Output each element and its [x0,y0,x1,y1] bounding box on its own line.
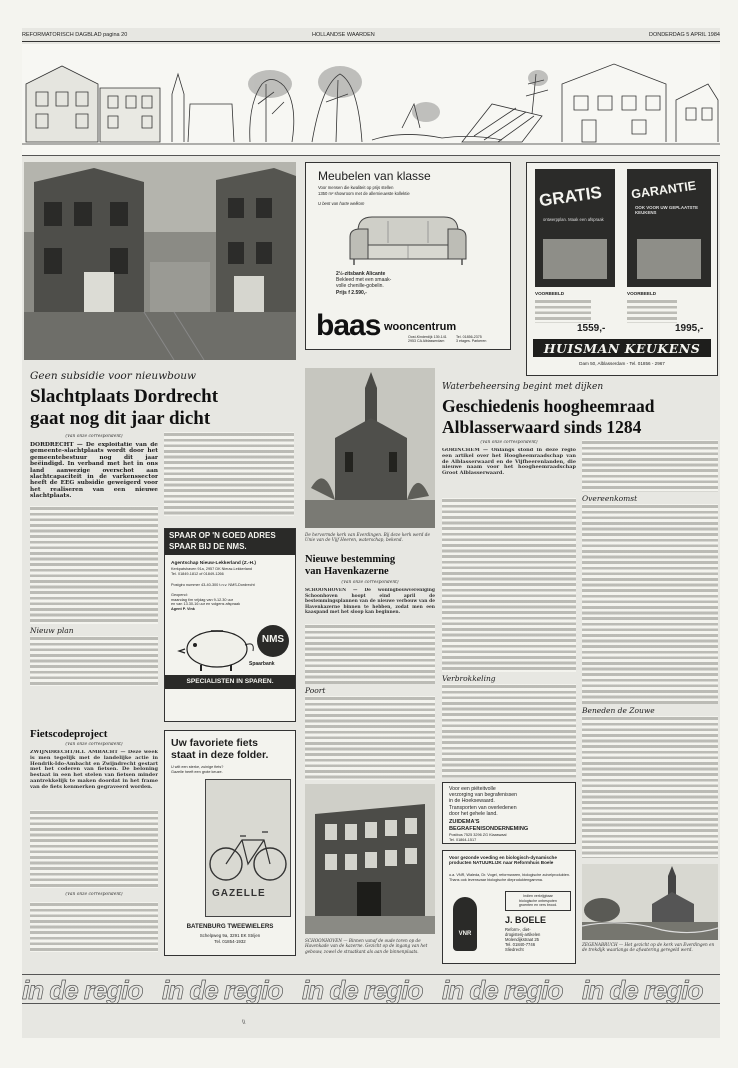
hoogheemraad-subhead-1: Verbrokkeling [442,674,496,683]
havenkazerne-lead: SCHOONHOVEN — De woningbouwvereniging Schoonhoven hoopt eind april de bestemmingsplannen van de nieuwe verbouw van de Havenkazerne binnen te hebben, zodat men een kaaspand met het sloop kan beginnen. [305,588,435,616]
kitchen-photo-2 [637,239,701,279]
meubelen-ad-line2: 1350 m² showroom met de allernieuwste kollektie [318,191,410,196]
meubelen-ad-title: Meubelen van klasse [318,169,431,183]
zuidema-brand-2: BEGRAFENISONDERNEMING [449,825,529,832]
footer-slogan-2: in de regio [162,975,283,1004]
slachtplaats-subhead: Nieuw plan [30,626,74,635]
meubelen-ad-invite: U bent van harte welkom [318,201,365,206]
hoogheemraad-lead: GORINCHEM — Onlangs stond in deze regio een artikel over het Hoogheemraadschap van de Alblasserwaard en de Vijfheerenlanden, die nieuwe naam voor het hoogheemraadschap Groot Alblasserwaard. [442,448,576,477]
boele-city: Sliedrecht [505,947,524,952]
hoogheemraad-subhead-2: Overeenkomst [582,494,638,503]
page-header [22,28,720,42]
batenburg-title-2: staat in deze folder. [171,749,269,761]
meubelen-offer-1: 2½-zitsbank Alicante [336,271,386,277]
spaar-street: Kerkpatshaven 91a, 2957 DK Nieuw-Lekkerland [171,567,253,571]
zuidema-addr-2: Tel. 01864-1517 [449,837,477,842]
meubelen-ad-line1: Voor mensen die kwaliteit op prijs stellen [318,185,394,190]
havenkazerne-headline-1: Nieuwe bestemming [305,554,396,565]
slachtplaats-byline: (Van onze correspondent) [65,434,123,439]
sketch-banner [22,44,720,156]
baas-logo: baas [316,309,381,342]
boele-badge-3: groenten en vers brood. [518,903,558,908]
huisman-brand-bar [533,339,711,357]
batenburg-address: Schelpweg 9a, 3291 EK Strijen [199,933,261,938]
havenkazerne-photo [305,784,435,934]
meubelen-offer-3: volle chenille-gobelin. [336,283,384,290]
slachtplaats-headline-1: Slachtplaats Dordrecht [30,386,219,407]
spaar-postal: Postgiro nummer 43-40-300 t.n.v. NMS-Dordrecht [171,583,255,587]
huisman-keukens-ad [526,162,718,376]
slachtplaats-kicker: Geen subsidie voor nieuwbouw [30,370,196,382]
boele-badge-1: Indien verkrijgbaar [523,894,553,898]
boele-street: Molendijkstraat 25 [505,937,539,942]
everdingen-photo [582,864,718,940]
zuidema-line-4: Transporten van overledenen [449,804,517,811]
nms-spaarbank-ad [164,528,296,722]
spaar-hours-2: maandag t/m vrijdag van 9-12.30 uur [171,597,234,602]
meubelen-offer-2: Bekleed met een smaak- [336,277,392,284]
boele-sub: o.a. VNR, Waleda, Dr. Vogel, reformwaren, biologische zuivelprodukten. Thans ook levensvaar biologische dieproduktengamma. [449,873,570,882]
fiets-lead: ZWIJNDRECHT/H.I. AMBACHT — Deze week is men tegelijk met de landelijke actie in Hendrik-Ido-Ambacht en Zwijndrecht gestart met het coderen van fietsen. De beloning bestaat in een het stelen van fietsen minder aantrekkelijk te maken doordat in het frame van de fiets kenmerken gegraveerd worden. [30,750,158,790]
zuidema-line-1: Voor een piëteitvolle [449,786,496,792]
meubelen-price: Prijs f 2.590,- [336,289,367,296]
slachtplaats-lead: DORDRECHT — De exploitatie van de gemeente-slachtplaats wordt door het gemeentebestuur nog dit jaar beëindigd. In verband met het in ons land aanwezige overschot aan slachtcapaciteit in de varkenssector heeft de EEG subsidie geweigerd voor het realiseren van een nieuwe slachtplaats. [30,442,158,500]
newspaper-page [22,28,720,1038]
huisman-price-2: 1995,- [675,323,704,334]
huisman-address: Dam 50, Alblasserdam - Tel. 01856 - 2967 [579,361,665,366]
hoogheemraad-headline-2: Alblasserwaard sinds 1284 [442,417,642,437]
baas-parking: 3 etages. Parkeren [456,339,487,344]
batenburg-ad [164,730,296,956]
gratis-text: GRATIS [537,182,603,211]
zuidema-ad [442,782,576,844]
fiets-headline: Fietscodeproject [30,728,108,740]
huisman-brand: HUISMAN KEUKENS [543,341,701,356]
zuidema-line-3: in de Hoeksewaard. [449,798,495,805]
voorbeeld-label-1: VOORBEELD [535,291,565,296]
sofa-illustration [348,211,468,267]
zuidema-line-5: door het gehele land. [449,810,498,817]
batenburg-intro: U wilt een sterke, zuinige fiets? Gazelle heeft een grote keuze. [171,765,224,774]
baas-address-3: Tel. 01856-2375 [456,335,482,339]
gratis-sub: ontwerpplan. Maak een afspraak [543,217,604,222]
footer-marks: \\ [242,1020,246,1026]
header-right: DONDERDAG 5 APRIL 1984 [648,32,720,38]
garantie-panel [627,169,711,287]
hoogheemraad-headline-1: Geschiedenis hoogheemraad [442,396,655,416]
spaar-agency: Agentschap Nieuw-Lekkerland (Z.-H.) [171,561,257,566]
meubelen-ad [305,162,511,350]
gratis-panel [535,169,615,287]
spaar-tel: Tel. 01849-1812 of 01849-1266 [171,571,224,576]
batenburg-tel: Tel. 01854-1932 [214,939,246,944]
zuidema-line-2: verzorging van begrafenissen [449,792,518,799]
footer-slogan-4: in de regio [442,975,563,1004]
everdingen-caption: ZEGENABRUCH — Het gezicht op de kerk van Everdingen en de trekdijk waarlangs de afwatering geregeld werd. [582,942,715,953]
zuidema-brand-1: ZUIDEMA'S [449,819,480,825]
havenkazerne-subhead: Poort [305,686,326,695]
kitchen-photo-1 [543,239,607,279]
batenburg-title-1: Uw favoriete fiets [171,737,258,749]
spaar-hours-3: en van 13.30-16 uur en volgens afspraak [171,602,241,607]
boele-brand: J. BOELE [505,915,547,925]
footer-slogan-3: in de regio [302,975,423,1004]
huisman-price-1: 1559,- [577,323,606,334]
spaar-agent: Agent P. Vink [171,606,195,611]
hoogheemraad-subhead-3: Beneden de Zouwe [582,706,655,715]
baas-logo-suffix: wooncentrum [384,321,457,333]
spaar-line-2: SPAAR BIJ DE NMS. [169,542,247,551]
spaar-banner [165,529,295,555]
boele-badge [505,891,571,911]
footer-slogan-5: in de regio [582,975,703,1004]
nms-logo [257,625,289,657]
spaar-slogan-bar [165,675,295,689]
spaar-line-1: SPAAR OP 'N GOED ADRES [169,531,276,540]
church-caption: De hervormde kerk van Everdingen. Bij deze kerk werd de Unie van de Vijf Heeren, waterschap, bekend. [305,532,430,543]
gazelle-logo: GAZELLE [212,888,266,899]
boele-ad [442,850,576,964]
fiets-byline-2: (Van onze correspondent) [65,892,123,897]
hoogheemraad-byline: (Van onze correspondent) [480,440,538,445]
baas-address-1: Oost-Kinderdijk 139-141 [408,335,447,339]
hoogheemraad-kicker: Waterbeheersing begint met dijken [442,382,604,392]
slaughterhouse-photo [24,162,296,360]
fiets-byline: (Van onze correspondent) [65,742,123,747]
boele-badge-2: biologische onbespoten [519,898,557,903]
spaar-slogan: SPECIALISTEN IN SPAREN. [186,678,274,685]
baas-address-2: 2953 CA Alblasserdam [408,339,445,344]
vnr-logo [453,897,477,951]
boele-desc-1: Reform-, diet- [505,927,531,932]
footer-slogan-band [22,974,720,1004]
church-photo [305,368,435,528]
boele-text: Voor gezonde voeding en biologisch-dynamische producten NATUURLIJK naar Reformhuis Boele [449,855,557,866]
landscape-sketch-illustration [22,44,720,156]
batenburg-brand: BATENBURG TWEEWIELERS [186,923,274,930]
nms-logo-sub: Spaarbank [249,661,275,667]
footer-slogan-1: in de regio [22,975,143,1004]
voorbeeld-label-2: VOORBEELD [627,291,657,296]
header-center: HOLLANDSE WAARDEN [312,32,375,38]
havenkazerne-caption: SCHOONHOVEN — Binnen vanaf de oude toren op de Havenkade van de kazerne. Gezicht op de ingang van het gebouw, zowel de straatkant als aan de binnenplaats. [305,938,428,954]
boele-tel: Tel. 01840-7746 [505,942,536,947]
slachtplaats-headline-2: gaat nog dit jaar dicht [30,408,211,429]
garantie-sub: OOK VOOR UW GEPLAATSTE KEUKENS [635,205,699,216]
header-left: REFORMATORISCH DAGBLAD pagina 20 [22,32,128,38]
vnr-logo-text: VNR [458,931,472,937]
havenkazerne-headline-2: van Havenkazerne [305,566,389,577]
zuidema-addr-1: Postbus 7525 3296 ZG Klaaswaal [449,833,507,837]
gazelle-folder [205,779,291,917]
boele-desc-2: drogisterij-artikelen [505,932,541,937]
spaar-hours-1: Geopend: [171,593,188,597]
nms-logo-text: NMS [261,634,285,645]
garantie-text: GARANTIE [630,178,697,202]
havenkazerne-byline: (Van onze correspondent) [341,580,399,585]
